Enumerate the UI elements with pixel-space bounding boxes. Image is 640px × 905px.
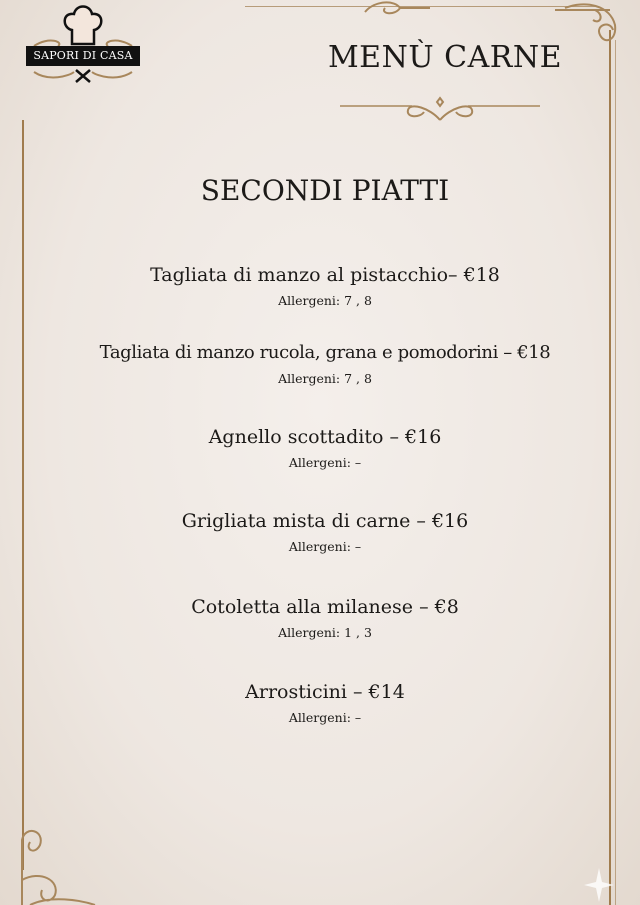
title-divider-ornament: [340, 92, 540, 132]
corner-ornament-bottom-left: [10, 820, 100, 905]
dish-name: Grigliata mista di carne – €16: [181, 510, 469, 532]
dish-name: Cotoletta alla milanese – €8: [191, 596, 459, 618]
menu-item: [0, 341, 640, 386]
sparkle-icon: [584, 868, 614, 902]
dish-allergens: Allergeni: –: [288, 539, 362, 554]
dish-name: Arrosticini – €14: [245, 681, 405, 703]
dish-name: Tagliata di manzo al pistacchio– €18: [150, 264, 500, 286]
menu-item: [0, 509, 640, 554]
page-title: MENÙ CARNE: [327, 40, 563, 75]
dish-allergens: Allergeni: 7 , 8: [278, 293, 372, 308]
left-border-line: [22, 120, 24, 870]
menu-item: [0, 263, 640, 308]
logo-text: SAPORI DI CASA: [26, 46, 140, 66]
top-ornament: [360, 0, 430, 20]
right-border-line-outer: [615, 40, 616, 905]
logo: [24, 4, 142, 84]
menu-item: [0, 425, 640, 470]
menu-item: [0, 595, 640, 640]
section-title: SECONDI PIATTI: [200, 174, 450, 207]
dish-allergens: Allergeni: –: [288, 710, 362, 725]
dish-allergens: Allergeni: 1 , 3: [278, 625, 372, 640]
crossed-utensils-icon: [74, 68, 92, 84]
menu-item: [0, 680, 640, 725]
dish-name: Agnello scottadito – €16: [208, 426, 442, 448]
dish-allergens: Allergeni: 7 , 8: [278, 371, 372, 386]
dish-name: Tagliata di manzo rucola, grana e pomodorini – €18: [99, 342, 551, 363]
dish-allergens: Allergeni: –: [288, 455, 362, 470]
